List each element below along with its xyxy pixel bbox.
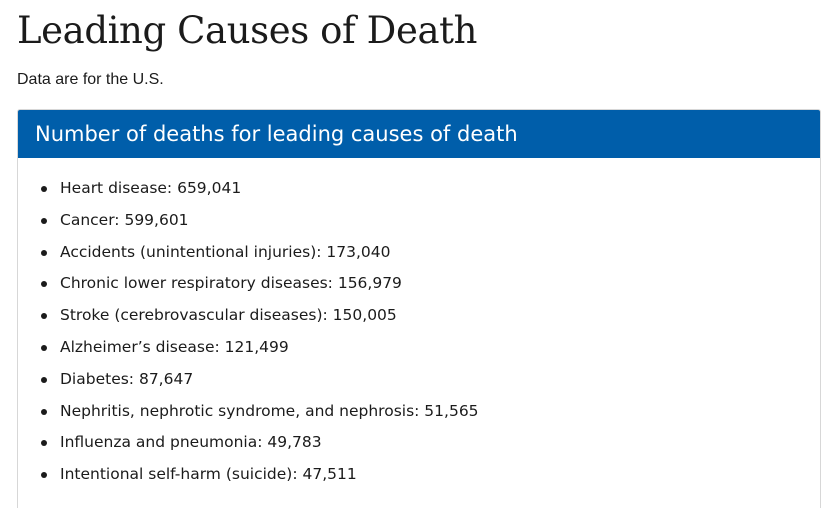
list-item-text: Influenza and pneumonia: 49,783 (60, 433, 322, 452)
list-item-text: Nephritis, nephrotic syndrome, and nephrosis: 51,565 (60, 401, 479, 420)
list-item (18, 173, 479, 205)
deaths-card (17, 109, 821, 508)
bullet-icon (41, 313, 47, 319)
list-item (18, 459, 479, 491)
list-item-text: Alzheimer’s disease: 121,499 (60, 337, 289, 356)
list-item (18, 300, 479, 332)
list-item (18, 332, 479, 364)
bullet-icon (41, 186, 47, 192)
bullet-icon (41, 218, 47, 224)
bullet-icon (41, 409, 47, 415)
cause-list (18, 173, 479, 491)
bullet-icon (41, 281, 47, 287)
list-item (18, 364, 479, 396)
list-item-text: Accidents (unintentional injuries): 173,040 (60, 242, 391, 261)
list-item-text: Stroke (cerebrovascular diseases): 150,005 (60, 306, 397, 325)
list-item (18, 268, 479, 300)
list-item-text: Chronic lower respiratory diseases: 156,979 (60, 274, 402, 293)
list-item-text: Cancer: 599,601 (60, 210, 189, 229)
list-item-text: Heart disease: 659,041 (60, 179, 242, 197)
bullet-icon (41, 250, 47, 256)
list-item (18, 396, 479, 428)
list-item (18, 237, 479, 269)
list-item (18, 205, 479, 237)
bullet-icon (41, 345, 47, 351)
card-header (18, 110, 820, 158)
bullet-icon (41, 472, 47, 478)
bullet-icon (41, 377, 47, 383)
list-item-text: Diabetes: 87,647 (60, 369, 194, 388)
list-item (18, 427, 479, 459)
page-title: Leading Causes of Death (17, 9, 478, 52)
card-title: Number of deaths for leading causes of death (35, 122, 518, 146)
list-item-text: Intentional self-harm (suicide): 47,511 (60, 465, 357, 484)
page-subtitle: Data are for the U.S. (17, 71, 164, 88)
bullet-icon (41, 440, 47, 446)
